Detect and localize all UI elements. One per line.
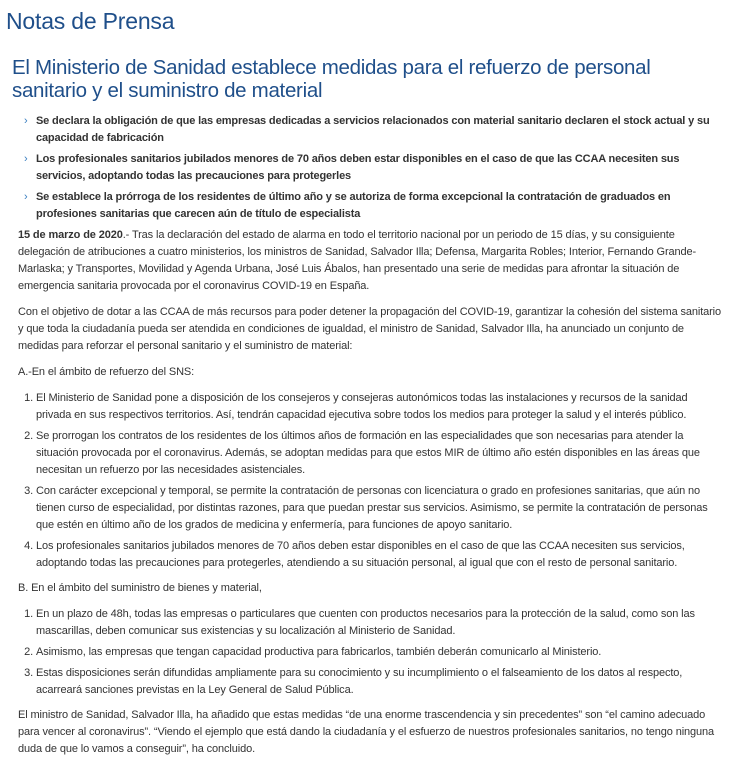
list-item: 2. Se prorrogan los contratos de los residentes de los últimos años de formación en las especialidades que son necesarias para atender la situación provocada por el coronavirus. Además, se adoptan medidas para que estos MIR de último año estén disponibles en las áreas que necesitan un refuerzo por las necesidades asistenciales. — [36, 428, 722, 479]
intro-text: .- Tras la declaración del estado de alarma en todo el territorio nacional por un periodo de 15 días, y su consiguiente delegación de atribuciones a cuatro ministerios, los ministros de Sanidad, Salvador Illa; Defensa, Margarita Robles; Interior, Fernando Grande-Marlaska; y Transportes, Movilidad y Agenda Urbana, José Luis Ábalos, han presentado una serie de medidas para afrontar la situación de emergencia sanitaria provocada por el coronavirus COVID-19 en España. — [18, 229, 697, 292]
paragraph: Con el objetivo de dotar a las CCAA de más recursos para poder detener la propagación del COVID-19, garantizar la cohesión del sistema sanitario y que toda la ciudadanía pueda ser atendida en condiciones de igualdad, el ministro de Sanidad, Salvador Illa, ha anunciado un conjunto de medidas para reforzar el personal sanitario y el suministro de material: — [18, 306, 722, 352]
list-item: 3. Estas disposiciones serán difundidas ampliamente para su conocimiento y su incumplimiento o el falseamiento de los datos al respecto, acarreará sanciones previstas en la Ley General de Salud Pública. — [36, 665, 722, 699]
list-item: 3. Con carácter excepcional y temporal, se permite la contratación de personas con licenciatura o grado en profesiones sanitarias, que aún no tienen curso de especialidad, por distintas razones, para que puedan prestar sus servicios. Asimismo, se permite la contratación de personas que estén en último año de los grados de medicina y enfermería, para funciones de apoyo sanitario. — [36, 483, 722, 534]
section-a-heading: A.-En el ámbito de refuerzo del SNS: — [18, 366, 195, 378]
closing-paragraph: El ministro de Sanidad, Salvador Illa, ha añadido que estas medidas “de una enorme trascendencia y sin precedentes” son “el camino adecuado para vencer al coronavirus”. “Viendo el ejemplo que está dando la ciudadanía y el esfuerzo de nuestros profesionales sanitarios, no tengo ninguna duda de que lo vamos a conseguir”, ha concluido. — [18, 709, 715, 755]
date: 15 de marzo de 2020 — [18, 229, 123, 241]
highlight-item — [20, 151, 725, 185]
highlight-text: Se establece la prórroga de los residentes de último año y se autoriza de forma excepcional la contratación de graduados en profesiones sanitarias que carecen aún de título de especialista — [36, 191, 671, 220]
chevron-right-icon: › — [24, 153, 28, 165]
intro-paragraph — [18, 227, 722, 295]
chevron-right-icon: › — [24, 115, 28, 127]
list-item: 4. Los profesionales sanitarios jubilados menores de 70 años deben estar disponibles en el caso de que las CCAA necesiten sus servicios, adoptando todas las precauciones para protegerles, atendiendo a su situación personal, al igual que con el resto de personal sanitario. — [36, 538, 722, 572]
chevron-right-icon: › — [24, 191, 28, 203]
list-item: 1. En un plazo de 48h, todas las empresas o particulares que cuenten con productos necesarios para la protección de la salud, como son las mascarillas, deben comunicar sus existencias y su localización al Ministerio de Sanidad. — [36, 606, 722, 640]
section-b-list — [18, 606, 722, 699]
highlight-text: Los profesionales sanitarios jubilados menores de 70 años deben estar disponibles en el caso de que las CCAA necesiten sus servicios, adoptando todas las precauciones para protegerles — [36, 153, 680, 182]
page-title: Notas de Prensa — [6, 8, 175, 34]
press-release-headline: El Ministerio de Sanidad establece medidas para el refuerzo de personal sanitario y el suministro de material — [12, 56, 651, 102]
list-item: 2. Asimismo, las empresas que tengan capacidad productiva para fabricarlos, también deberán comunicarlo al Ministerio. — [36, 644, 722, 661]
section-a-list — [18, 390, 722, 572]
highlight-item — [20, 189, 725, 223]
section-b-heading: B. En el ámbito del suministro de bienes y material, — [18, 582, 262, 594]
article-body — [18, 227, 722, 767]
highlights-list — [20, 113, 725, 227]
highlight-item — [20, 113, 725, 147]
list-item: 1. El Ministerio de Sanidad pone a disposición de los consejeros y consejeras autonómicos todas las instalaciones y recursos de la sanidad privada en sus respectivos territorios. Así, tendrán capacidad ejecutiva sobre todos los medios para proteger la salud y el interés público. — [36, 390, 722, 424]
highlight-text: Se declara la obligación de que las empresas dedicadas a servicios relacionados con material sanitario declaren el stock actual y su capacidad de fabricación — [36, 115, 710, 144]
